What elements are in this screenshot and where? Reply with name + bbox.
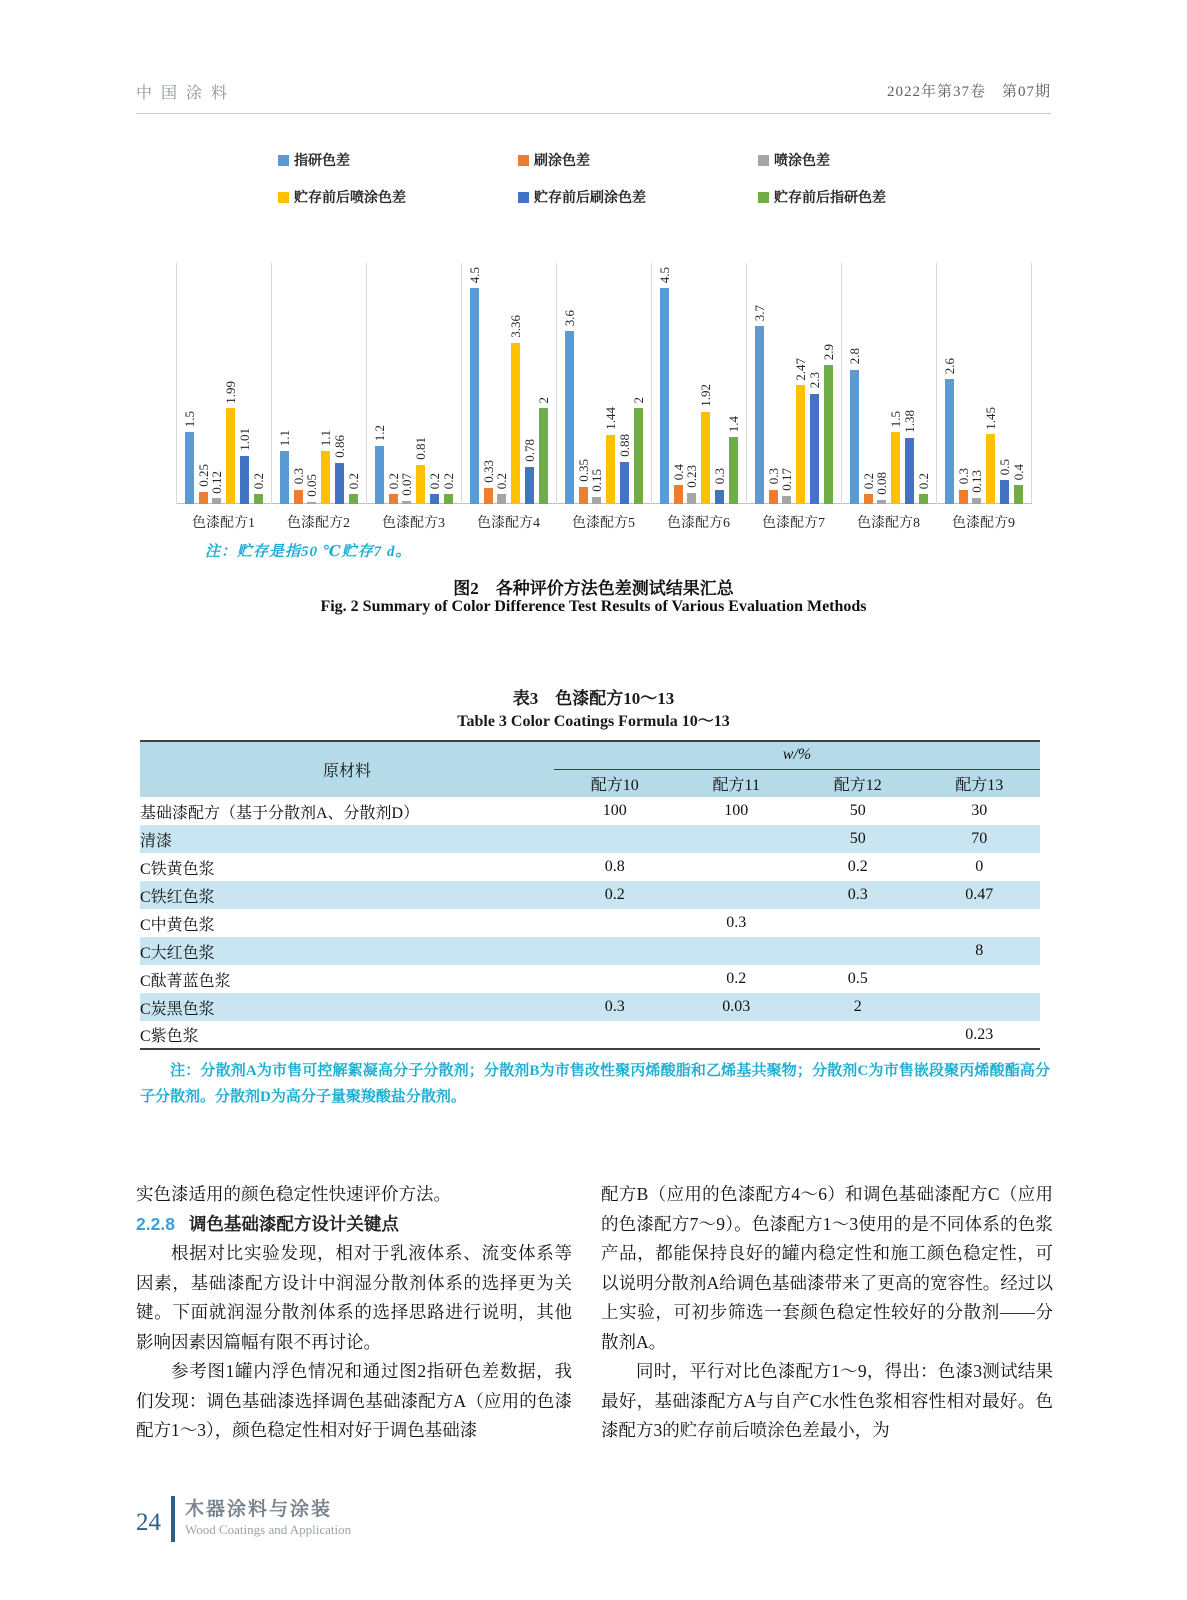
table-row	[140, 909, 1040, 937]
legend-swatch-icon	[518, 155, 529, 166]
bar-value-label: 1.92	[698, 384, 714, 407]
bar	[579, 487, 588, 504]
bar-value-label: 1.38	[901, 410, 917, 433]
category-separator-line	[271, 263, 272, 504]
legend-item	[758, 185, 998, 209]
table-row	[140, 797, 1040, 825]
paragraph: 配方B（应用的色漆配方4～6）和调色基础漆配方C（应用的色漆配方7～9）。色漆配方1～3使用的是不同体系的色浆产品，都能保持良好的罐内稳定性和施工颜色稳定性，可以说明分散剂A给调色基础漆带来了更高的宽容性。经过以上实验，可初步筛选一套颜色稳定性较好的分散剂——分散剂A。	[601, 1184, 1053, 1352]
material-name-cell: C酞菁蓝色浆	[140, 972, 231, 990]
material-name-cell: C中黄色浆	[140, 916, 215, 934]
bar-value-label: 0.78	[521, 438, 537, 462]
value-cell	[797, 1021, 919, 1049]
category-label: 色漆配方1	[192, 516, 255, 531]
value-cell	[554, 909, 676, 937]
bar-value-label: 0.5	[996, 458, 1012, 475]
value-cell: 0.3	[726, 914, 747, 931]
bar-value-label: 0.2	[250, 473, 266, 490]
bar	[484, 488, 493, 504]
bar	[687, 493, 696, 504]
bar	[592, 497, 601, 504]
chart-group	[366, 263, 461, 531]
value-cell: 100	[602, 802, 627, 819]
formula-table	[140, 740, 1040, 1050]
bar-value-label: 0.23	[684, 465, 700, 488]
table-row	[140, 937, 1040, 965]
bar-value-label: 0.86	[331, 434, 347, 458]
bar-value-label: 0.3	[711, 468, 727, 485]
table-row	[140, 825, 1040, 853]
bar	[470, 288, 479, 504]
chart-group	[556, 263, 651, 531]
value-cell	[919, 909, 1041, 937]
chart-group	[746, 263, 841, 531]
chart-group	[271, 263, 366, 531]
bar-value-label: 0.3	[765, 468, 781, 485]
material-name-cell: C紫色浆	[140, 1028, 199, 1045]
value-cell: 70	[919, 825, 1041, 853]
bar-value-label: 2	[535, 396, 551, 403]
category-separator-line	[461, 263, 462, 504]
chart-group	[936, 263, 1031, 531]
table-note	[140, 1058, 1050, 1110]
legend-item	[518, 185, 758, 209]
bar	[430, 494, 439, 504]
value-cell: 0.5	[847, 970, 868, 987]
chart-group	[841, 263, 936, 531]
table-note-line1: 注：分散剂A为市售可控解絮凝高分子分散剂；分散剂B为市售改性聚丙烯酸脂和乙烯基共聚物；分散剂C为市售	[170, 1063, 914, 1079]
column-header: 配方10	[554, 769, 676, 797]
page-header	[136, 80, 1051, 114]
bar	[1014, 485, 1023, 504]
category-label: 色漆配方2	[287, 516, 350, 531]
category-separator-line	[936, 263, 937, 504]
legend-label: 喷涂色差	[774, 154, 830, 169]
value-cell: 0.2	[726, 970, 747, 987]
value-cell: 2	[797, 993, 919, 1021]
bar-value-label: 0.4	[670, 463, 686, 480]
bar-value-label: 4.5	[467, 266, 482, 283]
bar-value-label: 0.2	[345, 473, 361, 490]
bar	[254, 494, 263, 504]
bar-value-label: 0.15	[589, 469, 605, 492]
body-column-left	[136, 1180, 572, 1446]
value-cell: 0.03	[676, 993, 798, 1021]
table-row	[140, 1021, 1040, 1049]
paragraph: 根据对比实验发现，相对于乳液体系、流变体系等因素，基础漆配方设计中润湿分散剂体系的选择更为关键。下面就润湿分散剂体系的选择思路进行说明，其他影响因素因篇幅有限不再讨论。	[136, 1243, 572, 1352]
table-row	[140, 881, 1040, 909]
category-separator-line	[176, 263, 177, 504]
bar-value-label: 0.2	[494, 473, 510, 490]
bar-value-label: 0.3	[955, 468, 971, 485]
bar	[321, 451, 330, 504]
material-name-cell: C铁黄色浆	[140, 860, 215, 878]
table-row	[140, 965, 1040, 993]
bar	[824, 365, 833, 504]
bar-value-label: 3.6	[562, 309, 577, 327]
legend-label: 贮存前后指研色差	[774, 191, 886, 206]
bar-value-label: 0.81	[413, 437, 429, 461]
table-title-en: Table 3 Color Coatings Formula 10～13	[457, 713, 730, 730]
value-cell	[797, 937, 919, 965]
category-separator-line	[841, 263, 842, 504]
bar-value-label: 2	[630, 396, 646, 403]
value-cell: 100	[724, 802, 749, 819]
bar-value-label: 2.3	[806, 372, 822, 389]
paragraph: 参考图1罐内浮色情况和通过图2指研色差数据，我们发现：调色基础漆选择调色基础漆配方A（应用的色漆配方1～3），颜色稳定性相对好于调色基础漆	[136, 1361, 572, 1440]
value-cell: 0.2	[847, 858, 868, 875]
section-heading	[136, 1210, 572, 1240]
bar-value-label: 1.2	[372, 425, 387, 442]
bar	[511, 343, 520, 504]
material-name-cell: C大红色浆	[140, 937, 554, 965]
chart-group	[461, 263, 556, 531]
bar	[240, 456, 249, 504]
section-title: 调色基础漆配方设计关键点	[188, 1213, 399, 1234]
bar	[972, 498, 981, 504]
body-column-right	[601, 1180, 1053, 1446]
bar-value-label: 0.2	[440, 473, 456, 490]
bar-value-label: 1.5	[888, 410, 904, 427]
bar	[905, 438, 914, 504]
table-note-line2: 嵌段聚丙烯酸酯高分子分散剂。分散剂D为高分子量聚羧酸盐分散剂。	[140, 1063, 1050, 1105]
paragraph: 同时，平行对比色漆配方1～9，得出：色漆3测试结果最好，基础漆配方A与自产C水性色浆相容性相对最好。色漆配方3的贮存前后喷涂色差最小，为	[601, 1361, 1053, 1440]
page-footer	[136, 1496, 351, 1542]
bar-value-label: 1.45	[983, 406, 999, 430]
value-cell: 50	[797, 825, 919, 853]
chart-group	[651, 263, 746, 531]
table-row	[140, 993, 1040, 1021]
value-cell: 0.47	[919, 881, 1041, 909]
bar-value-label: 0.13	[969, 470, 985, 493]
material-name-cell: 清漆	[140, 825, 554, 853]
column-header-material: 原材料	[140, 741, 554, 797]
bar-value-label: 2.8	[847, 348, 862, 365]
category-label: 色漆配方6	[667, 516, 730, 531]
category-label: 色漆配方9	[952, 516, 1015, 531]
bar-value-label: 0.2	[915, 473, 931, 490]
bar-value-label: 2.6	[942, 357, 957, 375]
category-separator-line	[746, 263, 747, 504]
legend-swatch-icon	[278, 155, 289, 166]
value-cell	[919, 965, 1041, 993]
bar-value-label: 0.17	[779, 468, 795, 491]
chart-group	[176, 263, 271, 531]
formula-table-body	[140, 797, 1040, 1049]
footer-titles	[185, 1499, 351, 1539]
value-cell	[554, 825, 676, 853]
bar	[335, 463, 344, 504]
category-label: 色漆配方8	[857, 516, 920, 531]
bar	[715, 490, 724, 504]
bar	[1000, 480, 1009, 504]
column-header: 配方13	[919, 769, 1041, 797]
bar-value-label: 3.36	[508, 314, 524, 338]
column-header-unit: w/%	[554, 741, 1040, 769]
bar	[919, 494, 928, 504]
legend-row-1	[278, 148, 998, 172]
figure-caption-cn: 图2 各种评价方法色差测试结果汇总	[453, 579, 734, 598]
bar	[850, 370, 859, 504]
bar	[769, 490, 778, 504]
formula-table-head	[140, 741, 1040, 797]
figure-caption-en: Fig. 2 Summary of Color Difference Test Results of Various Evaluation Methods	[320, 598, 867, 615]
chart-plot	[176, 263, 1032, 531]
table-title-cn: 表3 色漆配方10～13	[512, 689, 675, 708]
page-number: 24	[136, 1509, 161, 1536]
value-cell	[676, 881, 798, 909]
footer-divider	[171, 1496, 175, 1542]
bar	[755, 326, 764, 504]
bar	[280, 451, 289, 504]
bar	[307, 502, 316, 504]
bar-value-label: 0.3	[290, 468, 306, 485]
footer-title-cn: 木器涂料与涂装	[185, 1499, 333, 1520]
bar	[349, 494, 358, 504]
issue-info: 2022年第37卷 第07期	[886, 84, 1051, 100]
value-cell: 0.2	[554, 881, 676, 909]
value-cell	[554, 965, 676, 993]
bar	[945, 379, 954, 504]
value-cell: 0	[975, 858, 984, 875]
bar	[389, 494, 398, 504]
bar-value-label: 0.2	[860, 473, 876, 490]
bar	[525, 467, 534, 504]
bar-value-label: 0.07	[399, 472, 415, 496]
material-name-cell: C铁红色浆	[140, 881, 554, 909]
bar	[416, 465, 425, 504]
category-label: 色漆配方7	[762, 516, 825, 531]
bar	[606, 435, 615, 504]
value-cell: 8	[919, 937, 1041, 965]
value-cell	[676, 853, 798, 881]
value-cell	[554, 937, 676, 965]
bar	[674, 485, 683, 504]
bar	[226, 408, 235, 504]
paragraph: 实色漆适用的颜色稳定性快速评价方法。	[136, 1184, 451, 1204]
value-cell	[554, 1021, 676, 1049]
bar-value-label: 0.35	[575, 459, 591, 483]
bar	[185, 432, 194, 504]
legend-item	[758, 148, 998, 172]
footer-title-en: Wood Coatings and Application	[185, 1522, 352, 1537]
bar-value-label: 1.5	[182, 410, 197, 427]
value-cell: 0.3	[554, 993, 676, 1021]
bar-value-label: 0.25	[195, 464, 211, 487]
value-cell	[797, 909, 919, 937]
bar-value-label: 0.08	[874, 472, 890, 496]
bar-value-label: 0.05	[304, 473, 320, 497]
bar	[701, 412, 710, 504]
bar-value-label: 1.1	[277, 429, 292, 447]
value-cell: 30	[971, 802, 988, 819]
bar	[891, 432, 900, 504]
value-cell	[676, 825, 798, 853]
bar	[864, 494, 873, 504]
column-header: 配方12	[797, 769, 919, 797]
legend-item	[518, 148, 758, 172]
bar-value-label: 0.88	[616, 434, 632, 457]
bar	[782, 496, 791, 504]
journal-name: 中国涂料	[136, 85, 237, 102]
value-cell	[676, 1021, 798, 1049]
legend-swatch-icon	[278, 192, 289, 203]
value-cell: 0.3	[797, 881, 919, 909]
value-cell: 50	[849, 802, 866, 819]
value-cell	[919, 993, 1041, 1021]
bar-value-label: 1.4	[725, 415, 741, 432]
bar	[959, 490, 968, 504]
bar	[199, 492, 208, 504]
legend-row-2	[278, 185, 998, 209]
category-separator-line	[556, 263, 557, 504]
legend-item	[278, 185, 518, 209]
bar	[729, 437, 738, 504]
bar	[660, 288, 669, 504]
bar-value-label: 1.44	[603, 407, 619, 430]
bar	[796, 385, 805, 504]
bar	[877, 500, 886, 504]
value-cell: 0.23	[965, 1025, 994, 1043]
category-separator-line	[651, 263, 652, 504]
legend-swatch-icon	[758, 155, 769, 166]
legend-item	[278, 148, 518, 172]
bar	[402, 501, 411, 504]
bar	[375, 446, 384, 504]
bar-value-label: 1.1	[318, 429, 334, 447]
chart-legend	[278, 148, 998, 222]
bar-value-label: 0.2	[385, 473, 401, 490]
category-label: 色漆配方3	[382, 516, 445, 531]
bar	[634, 408, 643, 504]
table-row	[140, 853, 1040, 881]
bar	[565, 331, 574, 504]
material-name-cell: 基础漆配方（基于分散剂A、分散剂D）	[140, 804, 420, 822]
bar-value-label: 3.7	[752, 305, 767, 322]
legend-label: 刷涂色差	[534, 154, 590, 169]
bar	[497, 494, 506, 504]
bar	[294, 490, 303, 504]
category-separator-line	[366, 263, 367, 504]
bar-value-label: 0.33	[480, 460, 496, 484]
category-label: 色漆配方4	[477, 516, 540, 531]
legend-swatch-icon	[758, 192, 769, 203]
bar-value-label: 2.47	[793, 357, 809, 381]
bar	[810, 394, 819, 504]
category-separator-line	[1031, 263, 1032, 503]
bar-value-label: 1.01	[236, 427, 252, 451]
bar-value-label: 0.2	[426, 473, 442, 490]
legend-swatch-icon	[518, 192, 529, 203]
bar	[444, 494, 453, 504]
value-cell: 0.8	[604, 858, 625, 875]
bar-value-label: 4.5	[657, 266, 672, 283]
section-number: 2.2.8	[136, 1213, 175, 1234]
bar-value-label: 0.12	[209, 470, 225, 494]
material-name-cell: C炭黑色浆	[140, 993, 554, 1021]
category-label: 色漆配方5	[572, 516, 635, 531]
legend-label: 指研色差	[294, 154, 350, 169]
legend-label: 贮存前后刷涂色差	[534, 191, 646, 206]
bar	[539, 408, 548, 504]
legend-label: 贮存前后喷涂色差	[294, 191, 406, 206]
bar-value-label: 0.4	[1010, 463, 1026, 480]
column-header: 配方11	[676, 769, 798, 797]
chart-note: 注：贮存是指50 ℃贮存7 d。	[205, 544, 412, 560]
value-cell	[676, 937, 798, 965]
bar	[212, 498, 221, 504]
bar	[986, 434, 995, 504]
bar	[620, 462, 629, 504]
bar-value-label: 2.9	[820, 343, 836, 360]
bar-value-label: 1.99	[223, 380, 239, 404]
